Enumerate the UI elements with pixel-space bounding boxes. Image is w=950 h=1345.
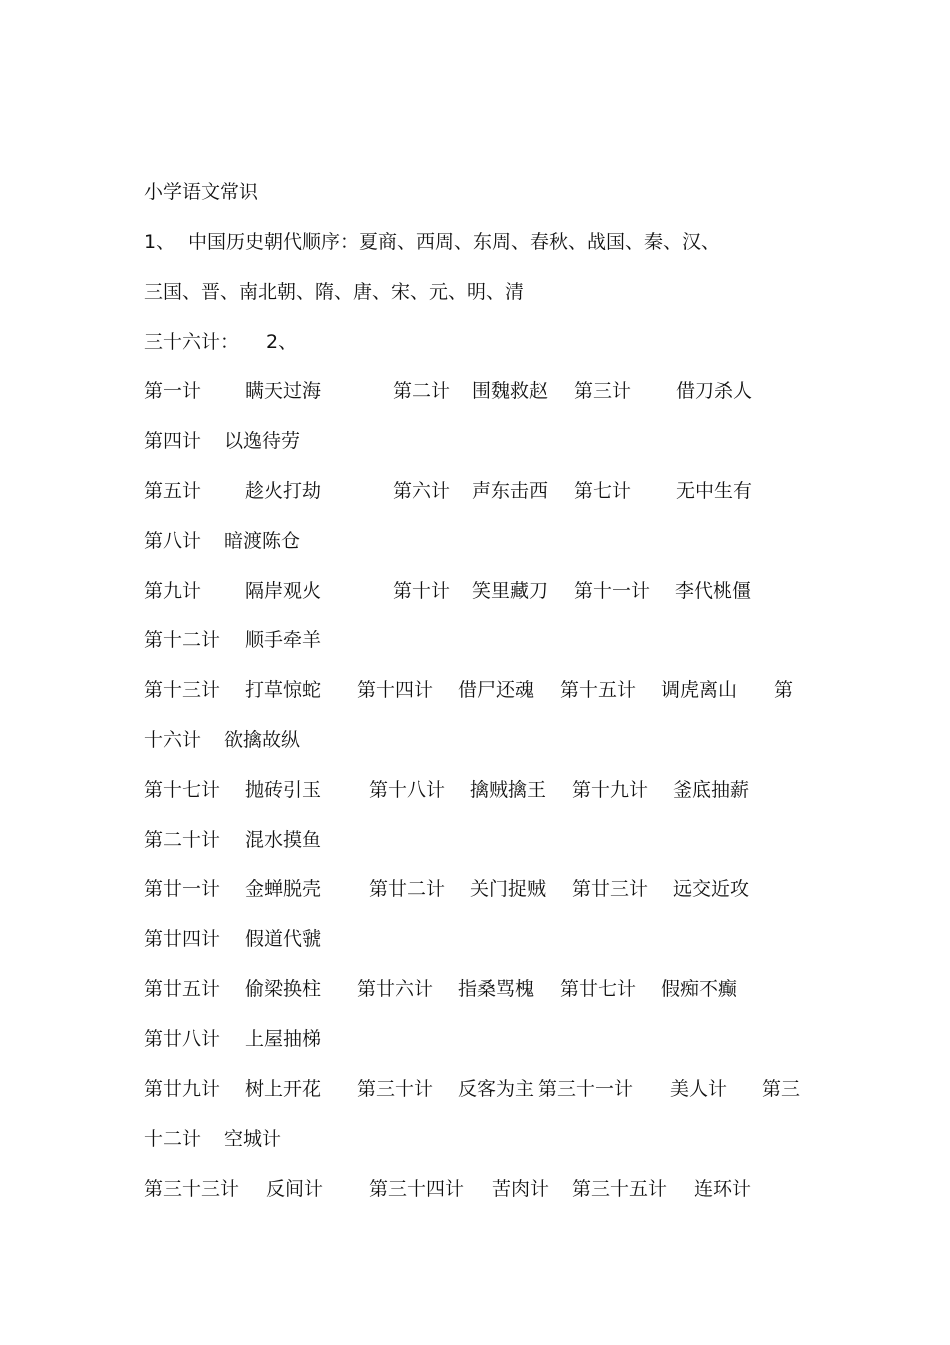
stratagem-name: 空城计 [224,1128,282,1150]
stratagem-name: 擒贼擒王 [470,779,547,801]
stratagem-name: 苦肉计 [492,1178,550,1200]
stratagem-number: 第 [774,679,794,701]
stratagem-name: 调虎离山 [661,679,738,701]
section-2-label: 三十六计： [144,331,240,353]
stratagem-number: 第十五计 [560,679,637,701]
stratagem-name: 美人计 [670,1078,728,1100]
stratagem-name: 反客为主 [458,1078,535,1100]
stratagem-number: 第十八计 [369,779,446,801]
stratagem-name: 指桑骂槐 [458,978,535,1000]
stratagem-name: 暗渡陈仓 [224,530,301,552]
stratagem-name: 顺手牵羊 [245,629,322,651]
stratagem-name: 树上开花 [245,1078,322,1100]
stratagem-name: 趁火打劫 [245,480,322,502]
stratagem-number: 第廿七计 [560,978,637,1000]
stratagem-number: 第廿一计 [144,878,221,900]
stratagem-number: 第廿三计 [572,878,649,900]
stratagem-number: 第十计 [393,580,451,602]
stratagem-number: 第九计 [144,580,202,602]
stratagem-number: 第三计 [574,380,632,402]
stratagem-name: 反间计 [266,1178,324,1200]
stratagem-name: 瞒天过海 [245,380,322,402]
stratagem-name: 金蝉脱壳 [245,878,322,900]
stratagem-number: 十六计 [144,729,202,751]
stratagem-number: 第四计 [144,430,202,452]
stratagem-number: 第廿二计 [369,878,446,900]
stratagem-number: 第廿四计 [144,928,221,950]
stratagem-number: 第十四计 [357,679,434,701]
stratagem-name: 笑里藏刀 [472,580,549,602]
stratagem-number: 十二计 [144,1128,202,1150]
stratagem-name: 围魏救赵 [472,380,549,402]
stratagem-number: 第六计 [393,480,451,502]
section-1-text: 中国历史朝代顺序：夏商、西周、东周、春秋、战国、秦、汉、 [188,231,721,253]
stratagem-number: 第三十一计 [538,1078,634,1100]
stratagem-name: 偷梁换柱 [245,978,322,1000]
stratagem-number: 第七计 [574,480,632,502]
stratagem-name: 李代桃僵 [675,580,752,602]
stratagem-number: 第三 [762,1078,801,1100]
stratagem-number: 第廿九计 [144,1078,221,1100]
stratagem-number: 第二十计 [144,829,221,851]
stratagem-number: 第十二计 [144,629,221,651]
stratagem-number: 第十三计 [144,679,221,701]
stratagem-number: 第廿五计 [144,978,221,1000]
stratagem-number: 第一计 [144,380,202,402]
stratagem-number: 第三十三计 [144,1178,240,1200]
stratagem-name: 打草惊蛇 [245,679,322,701]
stratagem-number: 第廿八计 [144,1028,221,1050]
stratagem-name: 隔岸观火 [245,580,322,602]
stratagem-name: 连环计 [694,1178,752,1200]
stratagem-number: 第二计 [393,380,451,402]
stratagem-name: 上屋抽梯 [245,1028,322,1050]
stratagem-number: 第三十五计 [572,1178,668,1200]
stratagem-name: 声东击西 [472,480,549,502]
stratagem-name: 无中生有 [676,480,753,502]
document-page: 小学语文常识 1、 中国历史朝代顺序：夏商、西周、东周、春秋、战国、秦、汉、 三国、晋、南北朝、隋、唐、宋、元、明、清 三十六计： 2、 第一计 瞒天过海 第二计 围魏救赵 第三计 借刀杀人 第四计 以逸待劳 第五计 趁火打劫 第六计 声东击西 第七计 无中生有 第八计 暗渡陈仓 第九计 隔岸观火 第十计 笑里藏刀 第十一计 李代桃僵 第十二计 顺手牵羊 第十三计 打草惊蛇 第十四计 借尸还魂 第十五计 调虎离山 第 十六计 欲擒故纵 第十七计 抛砖引玉 第十八计 擒贼擒王 第十九计 釜底抽薪 第二十计 混水摸鱼 第廿一计 金蝉脱壳 第廿二计 关门捉贼 第廿三计 远交近攻 第廿四计 假道代虢 第廿五计 偷梁换柱 第廿六计 指桑骂槐 第廿七计 假痴不癫 第廿八计 上屋抽梯 第廿九计 树上开花 第三十计 反客为主 第三十一计 美人计 第三 十二计 空城计 第三十三计 反间计 第三十四计 苦肉计 第三十五计 连环计 [0,0,950,1345]
stratagem-number: 第十九计 [572,779,649,801]
stratagem-number: 第五计 [144,480,202,502]
stratagem-name: 抛砖引玉 [245,779,322,801]
stratagem-name: 关门捉贼 [470,878,547,900]
stratagem-name: 远交近攻 [673,878,750,900]
stratagem-name: 假道代虢 [245,928,322,950]
stratagem-number: 第十一计 [574,580,651,602]
section-2-number: 2、 [266,331,298,353]
stratagem-name: 假痴不癫 [661,978,738,1000]
stratagem-name: 混水摸鱼 [245,829,322,851]
stratagem-name: 借刀杀人 [676,380,753,402]
stratagem-number: 第十七计 [144,779,221,801]
stratagem-number: 第廿六计 [357,978,434,1000]
stratagem-name: 借尸还魂 [458,679,535,701]
stratagem-number: 第八计 [144,530,202,552]
section-1-number: 1、 [144,231,176,253]
stratagem-name: 欲擒故纵 [224,729,301,751]
stratagem-number: 第三十计 [357,1078,434,1100]
stratagem-name: 釜底抽薪 [673,779,750,801]
stratagem-number: 第三十四计 [369,1178,465,1200]
stratagem-name: 以逸待劳 [224,430,301,452]
